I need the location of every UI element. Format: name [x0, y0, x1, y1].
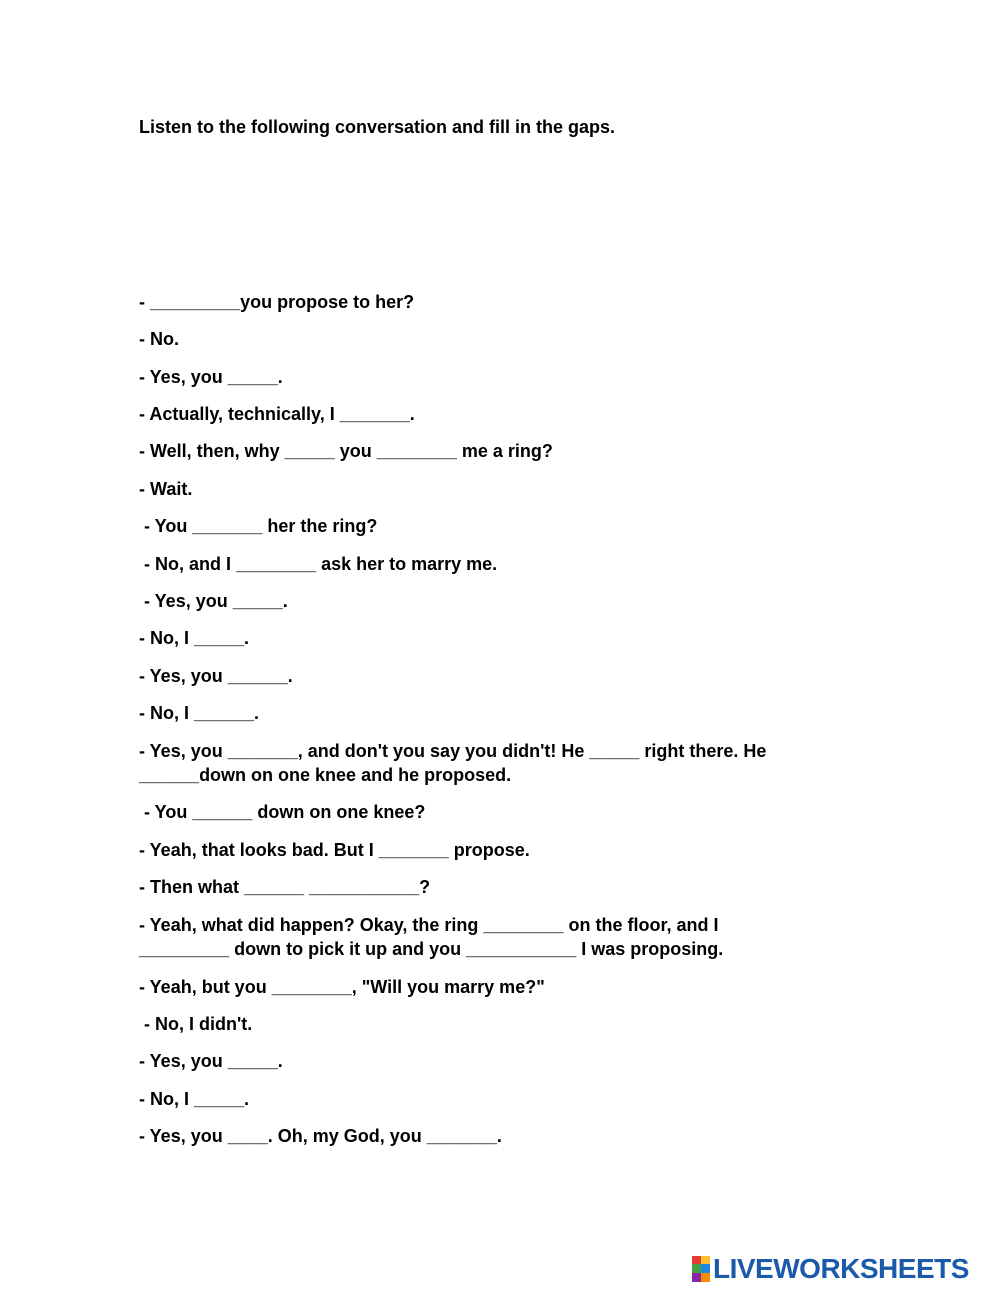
- dialogue-line: - No, I ______.: [139, 703, 260, 723]
- liveworksheets-logo-icon: [692, 1256, 710, 1282]
- dialogue-line: - Yes, you _____.: [139, 591, 288, 611]
- dialogue-line: - Yes, you ______.: [139, 666, 293, 686]
- dialogue-line: - No, I _____.: [139, 1089, 250, 1109]
- dialogue-line: - Yeah, what did happen? Okay, the ring ________ on the floor, and I: [139, 915, 719, 935]
- dialogue-line: - No.: [139, 329, 179, 349]
- dialogue-line: - No, I didn't.: [139, 1014, 253, 1034]
- dialogue-line: - You _______ her the ring?: [139, 516, 378, 536]
- dialogue-line: - You ______ down on one knee?: [139, 802, 426, 822]
- dialogue-line-continued: ______down on one knee and he proposed.: [139, 765, 512, 785]
- dialogue-line: - Yeah, that looks bad. But I _______ propose.: [139, 840, 530, 860]
- dialogue-line: - Well, then, why _____ you ________ me a ring?: [139, 441, 553, 461]
- dialogue-line: - Yes, you ____. Oh, my God, you _______.: [139, 1126, 502, 1146]
- dialogue-line: - Yes, you _____.: [139, 1051, 283, 1071]
- dialogue-line-continued: _________ down to pick it up and you ___________ I was proposing.: [139, 939, 724, 959]
- dialogue-line: - Wait.: [139, 479, 193, 499]
- dialogue-line: - Then what ______ ___________?: [139, 877, 431, 897]
- liveworksheets-logo[interactable]: [692, 1255, 969, 1283]
- logo-wordmark: LIVEWORKSHEETS: [713, 1253, 969, 1284]
- dialogue-line: - No, I _____.: [139, 628, 250, 648]
- dialogue-line: - Yeah, but you ________, "Will you marry me?": [139, 977, 545, 997]
- dialogue-line: - Actually, technically, I _______.: [139, 404, 415, 424]
- dialogue-line: - Yes, you _______, and don't you say you didn't! He _____ right there. He: [139, 741, 767, 761]
- dialogue-line: - Yes, you _____.: [139, 367, 283, 387]
- instruction-text: Listen to the following conversation and fill in the gaps.: [139, 117, 616, 137]
- dialogue-line: - No, and I ________ ask her to marry me.: [139, 554, 498, 574]
- dialogue-line: - _________you propose to her?: [139, 292, 415, 312]
